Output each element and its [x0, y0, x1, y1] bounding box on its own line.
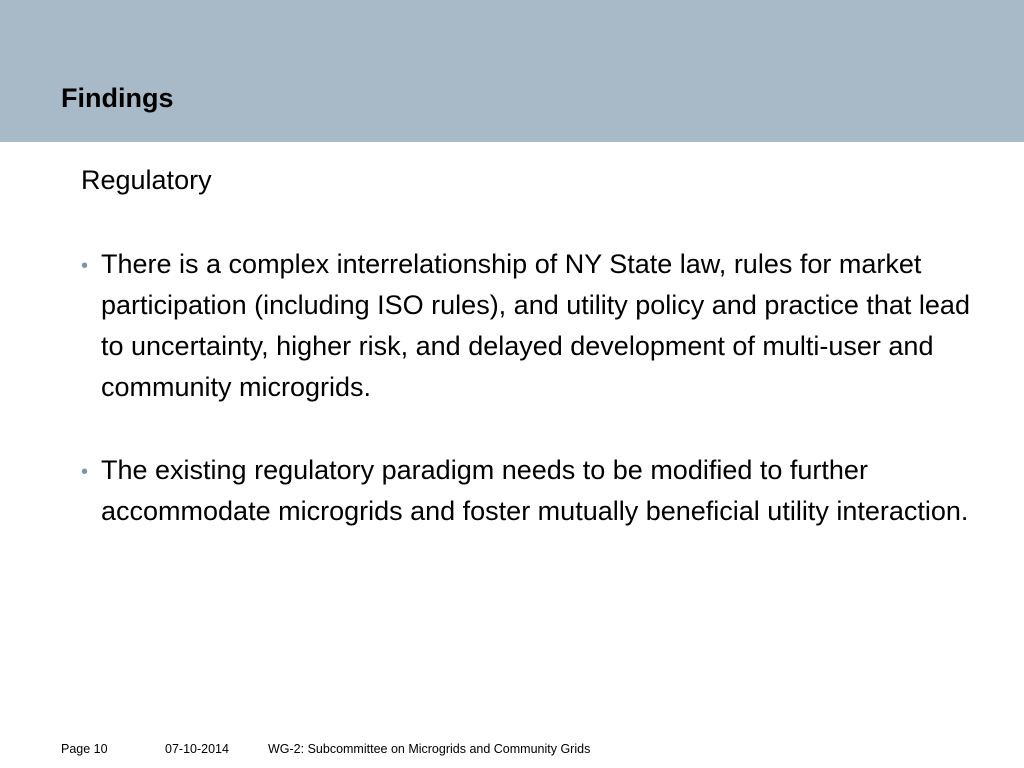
- footer-page-number: Page 10: [61, 742, 108, 756]
- footer: [0, 740, 1024, 760]
- header-band: [0, 0, 1024, 142]
- bullet-item: [81, 450, 981, 532]
- bullet-text: There is a complex interrelationship of NY State law, rules for market participation (including ISO rules), and utility policy and practice that lead to uncertainty, higher risk, and delayed development of multi-user and community microgrids.: [101, 249, 970, 402]
- section-label: Regulatory: [81, 165, 212, 195]
- bullet-marker: •: [81, 255, 89, 277]
- bullet-item: [81, 244, 981, 408]
- slide-title: Findings: [61, 83, 174, 113]
- footer-date: 07-10-2014: [165, 742, 229, 756]
- bullet-text: The existing regulatory paradigm needs to be modified to further accommodate microgrids and foster mutually beneficial utility interaction.: [101, 455, 969, 526]
- footer-title: WG-2: Subcommittee on Microgrids and Community Grids: [268, 742, 591, 756]
- bullet-marker: •: [81, 461, 89, 483]
